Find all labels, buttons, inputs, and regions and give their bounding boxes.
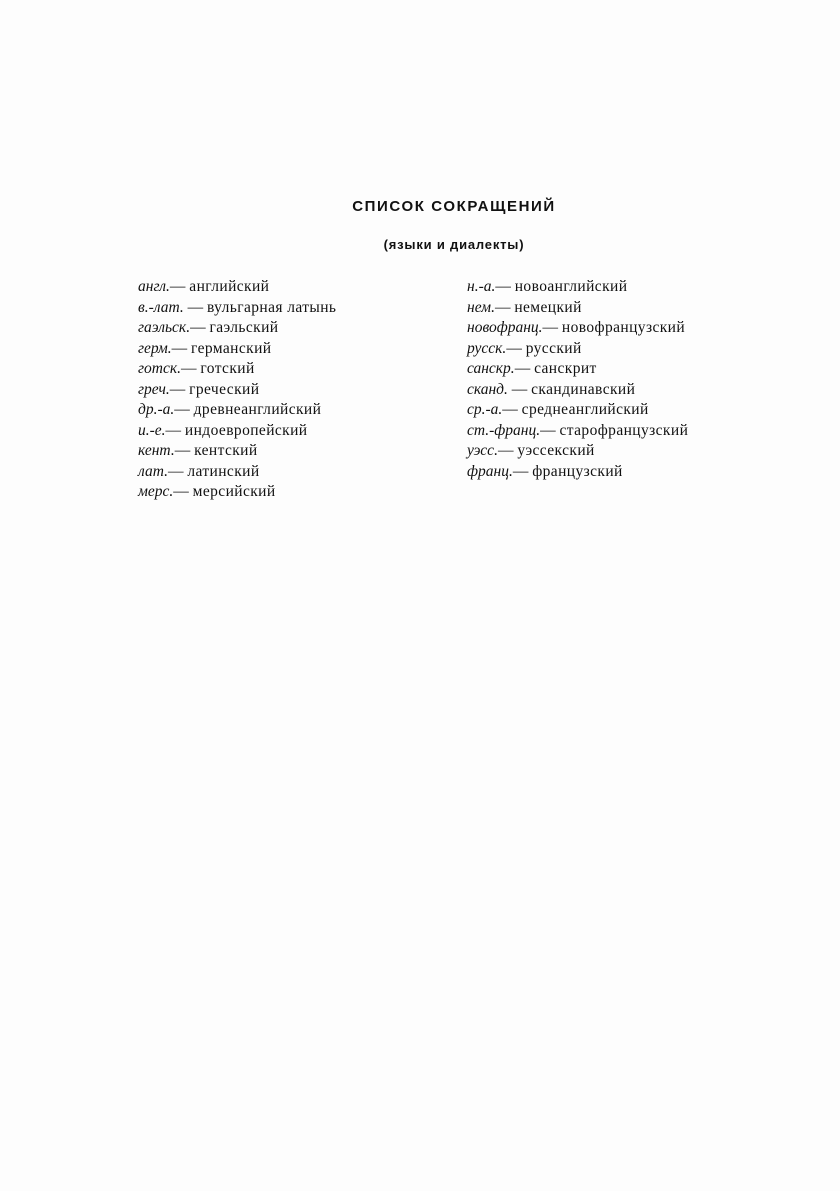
abbreviation: англ. <box>138 278 170 295</box>
dash: — <box>506 339 522 357</box>
expansion: старофранцузский <box>559 421 689 439</box>
abbreviation: сканд. <box>467 380 508 398</box>
dash: — <box>181 360 197 377</box>
abbreviation-entry <box>138 482 336 503</box>
abbreviation-entry <box>138 441 336 462</box>
abbreviation-entry <box>467 380 688 401</box>
abbreviation-entry <box>138 421 336 442</box>
abbreviation-entry <box>467 318 688 339</box>
expansion: гаэльский <box>209 319 279 336</box>
expansion: новофранцузский <box>561 319 686 336</box>
dash: — <box>502 401 518 418</box>
expansion: кентский <box>194 442 258 459</box>
dash: — <box>495 278 511 295</box>
abbreviation-entry <box>467 339 688 360</box>
page-subtitle: (языки и диалекты) <box>383 237 525 252</box>
dash: — <box>511 380 528 398</box>
abbreviation: санскр. <box>467 360 515 377</box>
page-title: СПИСОК СОКРАЩЕНИЙ <box>352 198 556 215</box>
dash: — <box>167 462 184 480</box>
expansion: германский <box>191 339 272 357</box>
dash: — <box>165 421 182 439</box>
expansion: готский <box>200 360 255 377</box>
expansion: русский <box>525 339 582 357</box>
abbreviation-entry <box>138 339 336 360</box>
abbreviation: герм. <box>138 339 172 357</box>
expansion: уэссекский <box>517 442 595 459</box>
abbreviation-entry <box>467 421 688 442</box>
expansion: немецкий <box>514 298 582 316</box>
abbreviation: ср.-а. <box>467 401 503 418</box>
abbreviation: нем. <box>467 298 495 316</box>
dash: — <box>173 483 189 500</box>
abbreviation: русск. <box>467 339 507 357</box>
abbreviation: кент. <box>138 442 175 459</box>
abbreviation: франц. <box>467 462 513 480</box>
dash: — <box>187 298 204 316</box>
dash: — <box>540 421 556 439</box>
abbreviation: н.-а. <box>467 278 496 295</box>
abbreviation-entry <box>138 400 336 421</box>
expansion: среднеанглийский <box>521 401 649 418</box>
dash: — <box>171 339 188 357</box>
abbreviation: мерс. <box>138 483 174 500</box>
abbreviation-list-left <box>138 277 336 503</box>
dash: — <box>190 319 206 336</box>
dash: — <box>497 442 514 459</box>
abbreviation-list-right <box>467 277 688 482</box>
abbreviation-entry <box>138 462 336 483</box>
abbreviation: и.-е. <box>138 421 166 439</box>
abbreviation-entry <box>138 298 336 319</box>
abbreviation-entry <box>467 400 688 421</box>
abbreviation-entry <box>467 298 688 319</box>
abbreviation: готск. <box>138 360 181 377</box>
abbreviation: уэсс. <box>467 442 498 459</box>
expansion: скандинавский <box>531 380 636 398</box>
dash: — <box>174 442 191 459</box>
dash: — <box>512 462 529 480</box>
abbreviation: ст.-франц. <box>467 421 541 439</box>
abbreviation-entry <box>467 277 688 298</box>
abbreviation: греч. <box>138 380 170 398</box>
dash: — <box>542 319 559 336</box>
dash: — <box>514 360 531 377</box>
expansion: новоанглийский <box>514 278 628 295</box>
expansion: греческий <box>189 380 260 398</box>
expansion: латинский <box>187 462 260 480</box>
abbreviation-entry <box>467 462 688 483</box>
expansion: вульгарная латынь <box>206 298 337 316</box>
abbreviation-entry <box>138 277 336 298</box>
abbreviation-entry <box>138 359 336 380</box>
expansion: мерсийский <box>192 483 276 500</box>
expansion: индоевропейский <box>184 421 308 439</box>
abbreviation: гаэльск. <box>138 319 191 336</box>
dash: — <box>169 278 186 295</box>
abbreviation-entry <box>467 441 688 462</box>
dash: — <box>174 401 190 418</box>
dash: — <box>169 380 186 398</box>
expansion: санскрит <box>534 360 597 377</box>
expansion: французский <box>532 462 623 480</box>
abbreviation: лат. <box>138 462 168 480</box>
abbreviation-entry <box>138 380 336 401</box>
abbreviation-entry <box>138 318 336 339</box>
abbreviation: в.-лат. <box>138 298 184 316</box>
expansion: английский <box>189 278 270 295</box>
abbreviation: др.-а. <box>138 401 175 418</box>
dash: — <box>494 298 511 316</box>
abbreviation: новофранц. <box>467 319 543 336</box>
expansion: древнеанглийский <box>193 401 322 418</box>
abbreviation-entry <box>467 359 688 380</box>
